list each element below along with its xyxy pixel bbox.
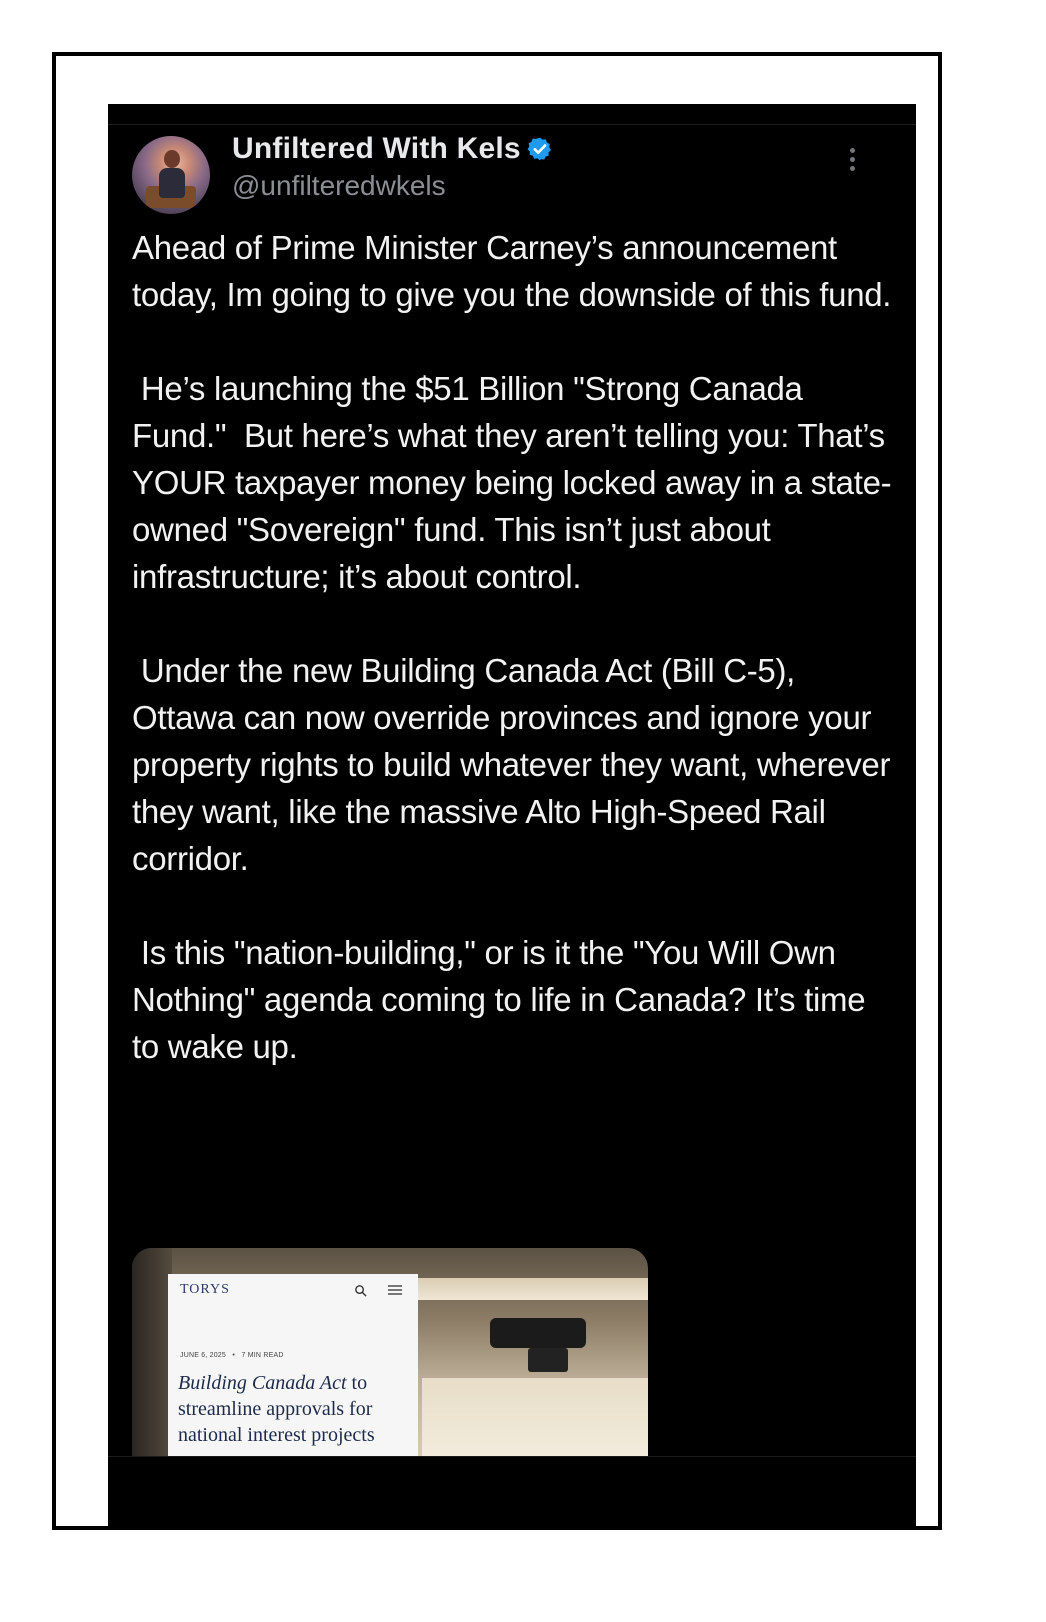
tweet-paragraph-4: Is this "nation-building," or is it the "You Will Own Nothing" agenda coming to life in Canada? It’s time to wake up. [132,934,875,1065]
tweet-paragraph-3: Under the new Building Canada Act (Bill C-5), Ottawa can now override provinces and ignore your property rights to build whatever they want, wherever they want, like the massive Alto High-Speed Rail corridor. [132,652,900,877]
avatar-head [164,150,180,168]
bottom-divider [108,1456,916,1457]
media-device [490,1318,586,1348]
tweet-media-video[interactable] [132,1248,648,1456]
verified-badge-icon [527,136,553,162]
author-handle[interactable]: @unfilteredwkels [232,170,446,201]
media-background-panel [422,1378,648,1456]
more-options-icon[interactable] [842,148,862,178]
media-background-bar [418,1278,648,1300]
author-name-row [232,132,553,166]
tweet-paragraph-1: Ahead of Prime Minister Carney’s announcement today, Im going to give you the downside of this fund. [132,229,892,313]
search-icon [354,1284,367,1297]
article-brand-logo: TORYS [180,1282,230,1297]
article-screenshot [168,1274,418,1456]
article-meta [180,1352,284,1359]
article-headline [178,1370,412,1448]
article-date: JUNE 6, 2025 [180,1352,226,1359]
article-meta-separator: • [232,1352,236,1359]
article-headline-rest: to streamline approvals for national interest projects [178,1372,375,1446]
article-read-time: 7 MIN READ [241,1352,284,1359]
author-display-name[interactable]: Unfiltered With Kels [232,132,521,165]
avatar[interactable] [132,136,210,214]
tweet-text [132,224,900,1117]
avatar-body [159,168,185,198]
article-headline-italic: Building Canada Act [178,1372,347,1394]
media-shadow [132,1248,172,1456]
media-device-mount [528,1348,568,1372]
hamburger-menu-icon [388,1284,402,1296]
tweet-card [108,104,916,1530]
tweet-paragraph-2: He’s launching the $51 Billion "Strong Canada Fund." But here’s what they aren’t telling you: That’s YOUR taxpayer money being locked away in a state-owned "Sovereign" fund. This isn’t just about infrastructure; it’s about control. [132,370,894,595]
top-divider [108,124,916,125]
